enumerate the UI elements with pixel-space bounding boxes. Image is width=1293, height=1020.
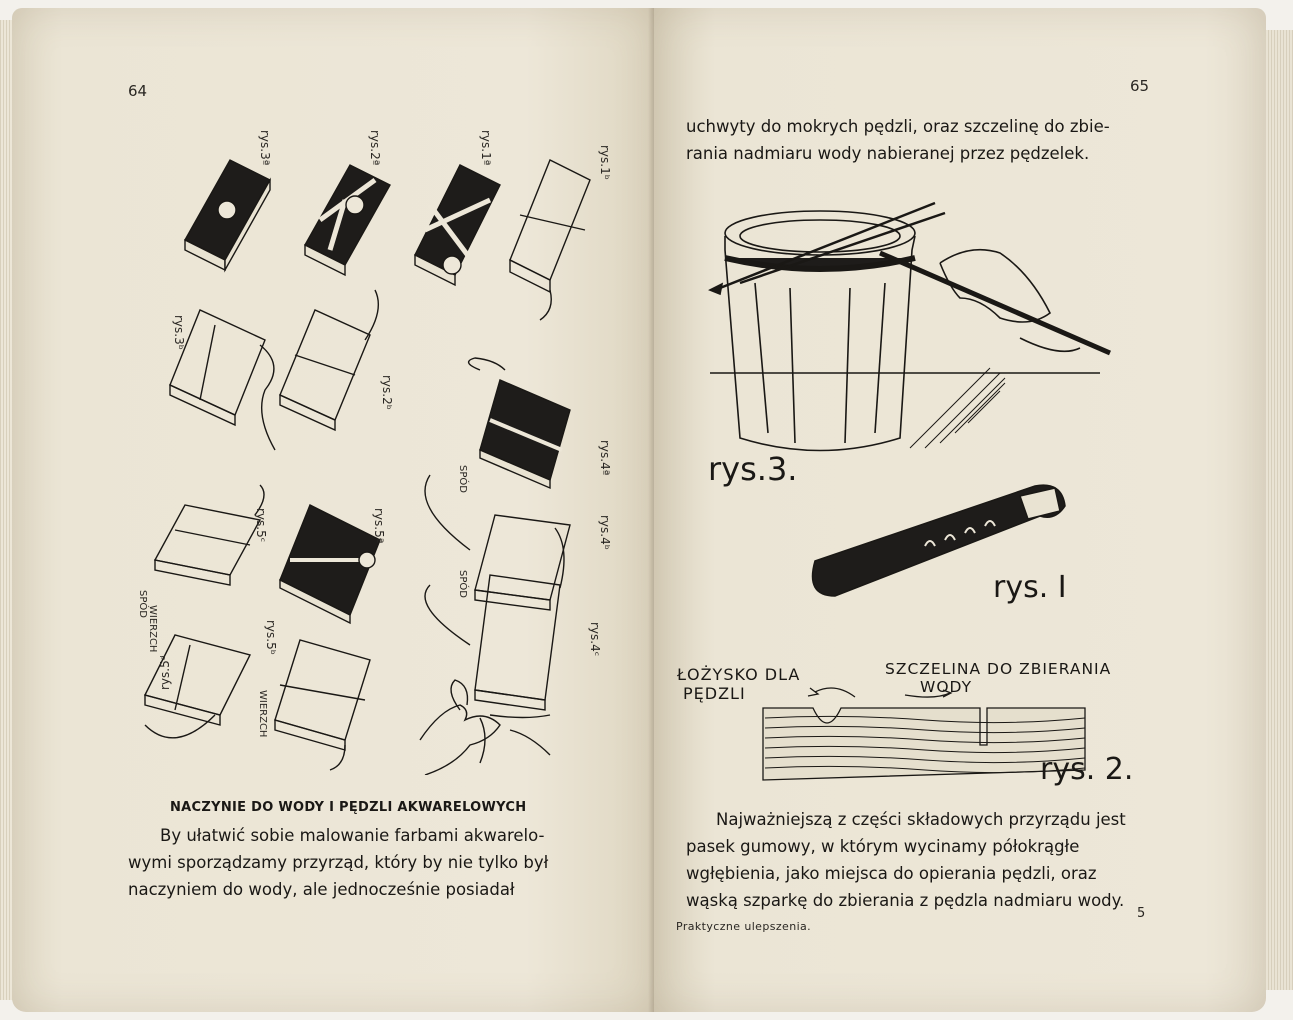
box-fig-5b [275,640,370,770]
page-stack-right-edge [1262,30,1293,990]
paragraph-line: naczyniem do wody, ale jednocześnie posiadał [128,880,515,899]
glass-with-brushes-illustration [700,188,1120,473]
box-fig-4b [425,475,570,610]
figure-label: rys.1ª [479,130,493,166]
right-page-number: 65 [1130,77,1150,95]
bearing-label-line1: ŁOŻYSKO DLA [677,665,801,684]
figure-label: rys.3ᵇ [172,315,186,350]
paragraph-line: pasek gumowy, w którym wycinamy półokrągłe [686,837,1080,856]
box-fig-1a [415,165,500,285]
figure-label: rys.5ª [372,508,386,544]
paragraph-line: uchwyty do mokrych pędzli, oraz szczelinę do zbie- [686,117,1110,136]
figure-label: rys.5ᶜ [254,508,268,543]
paragraph-line: Najważniejszą z części składowych przyrządu jest [716,810,1126,829]
right-intro [686,113,1156,167]
right-paragraph [686,806,1148,914]
figure-caption-rys1: rys. I [993,570,1067,605]
hands-tying-bow [420,680,550,775]
gift-wrapping-illustrations [130,120,630,775]
box-fig-4a [469,358,570,488]
wierzch-label-2: WIERZCH [257,690,268,738]
bearing-label-line2: PĘDZLI [683,684,746,703]
left-paragraph [128,822,598,903]
box-fig-2b [280,290,378,430]
signature-number: 5 [1137,906,1146,921]
box-fig-5c [155,485,264,585]
slot-label-line2: WODY [920,678,973,696]
figure-label: rys.2ª [368,130,382,166]
paragraph-line: rania nadmiaru wody nabieranej przez pędzelek. [686,144,1090,163]
spod-label-3: SPÓD [457,570,468,598]
paragraph-line: By ułatwić sobie malowanie farbami akwarelo- [160,826,545,845]
spod-label-1: SPÓD [137,590,148,618]
box-fig-2a [305,165,390,275]
box-fig-4c [425,575,560,710]
footer-note: Praktyczne ulepszenia. [676,920,812,933]
box-fig-5a [280,505,380,623]
figure-label: rys.2ᵇ [380,375,394,410]
figure-label: rys.5ᵈ [158,655,172,690]
figure-label: rys.1ᵇ [598,145,612,180]
box-fig-3a [185,160,270,270]
paragraph-line: wymi sporządzamy przyrząd, który by nie tylko był [128,853,549,872]
figure-label: rys.5ᵇ [264,620,278,655]
left-page-number: 64 [128,82,148,100]
slot-label-line1: SZCZELINA DO ZBIERANIA [885,660,1112,678]
spod-label-2: SPÓD [457,465,468,493]
figure-caption-rys3: rys.3. [708,450,798,488]
figure-label: rys.4ᶜ [588,622,602,657]
figure-label: rys.4ᵇ [598,515,612,550]
section-heading: NACZYNIE DO WODY I PĘDZLI AKWARELOWYCH [170,800,527,815]
figure-label: rys.4ª [598,440,612,476]
paragraph-line: wąską szparkę do zbierania z pędzla nadmiaru wody. [686,891,1125,910]
wierzch-label-1: WIERZCH [147,605,158,653]
figure-caption-rys2: rys. 2. [1040,752,1134,787]
figure-label: rys.3ª [258,130,272,166]
box-fig-1b [510,160,590,320]
paragraph-line: wgłębienia, jako miejsca do opierania pędzli, oraz [686,864,1097,883]
